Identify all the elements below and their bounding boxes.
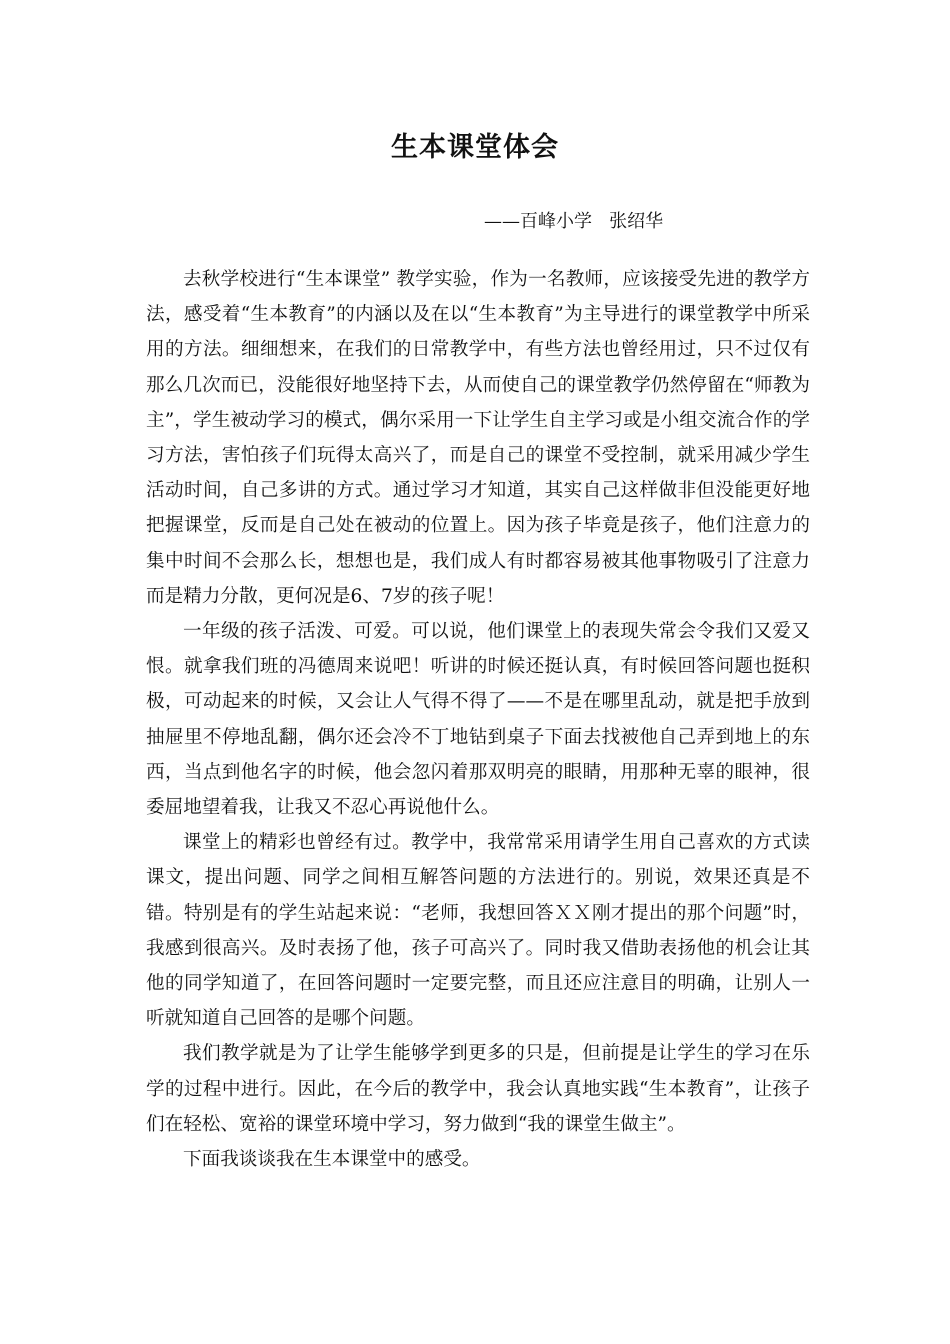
document-body (146, 262, 810, 1177)
paragraph: 下面我谈谈我在生本课堂中的感受。 (183, 1149, 481, 1171)
paragraph: 我们教学就是为了让学生能够学到更多的只是，但前提是让学生的学习在乐学的过程中进行。因此，在今后的教学中，我会认真地实践“生本教育”，让孩子们在轻松、宽裕的课堂环境中学习，努力做到“我的课堂生做主”。 (146, 1043, 810, 1135)
paragraph: 课堂上的精彩也曾经有过。教学中，我常常采用请学生用自己喜欢的方式读课文，提出问题、同学之间相互解答问题的方法进行的。别说，效果还真是不错。特别是有的学生站起来说：“老师，我想回答ＸＸ刚才提出的那个问题”时，我感到很高兴。及时表扬了他，孩子可高兴了。同时我又借助表扬他的机会让其他的同学知道了，在回答问题时一定要完整，而且还应注意目的明确，让别人一听就知道自己回答的是哪个问题。 (146, 832, 810, 1030)
author-byline: ——百峰小学 张绍华 (484, 211, 664, 232)
paragraph: 去秋学校进行“生本课堂” 教学实验，作为一名教师，应该接受先进的教学方法，感受着“生本教育”的内涵以及在以“生本教育”为主导进行的课堂教学中所采用的方法。细细想来，在我们的日常教学中，有些方法也曾经用过，只不过仅有那么几次而已，没能很好地坚持下去，从而使自己的课堂教学仍然停留在“师教为主”，学生被动学习的模式，偶尔采用一下让学生自主学习或是小组交流合作的学习方法，害怕孩子们玩得太高兴了，而是自己的课堂不受控制，就采用减少学生活动时间，自己多讲的方式。通过学习才知道，其实自己这样做非但没能更好地把握课堂，反而是自己处在被动的位置上。因为孩子毕竟是孩子，他们注意力的集中时间不会那么长，想想也是，我们成人有时都容易被其他事物吸引了注意力而是精力分散，更何况是6、7岁的孩子呢！ (146, 269, 810, 607)
paragraph: 一年级的孩子活泼、可爱。可以说，他们课堂上的表现失常会令我们又爱又恨。就拿我们班的冯德周来说吧！听讲的时候还挺认真，有时候回答问题也挺积极，可动起来的时候，又会让人气得不得了——不是在哪里乱动，就是把手放到抽屉里不停地乱翻，偶尔还会冷不丁地钻到桌子下面去找被他自己弄到地上的东西，当点到他名字的时候，他会忽闪着那双明亮的眼睛，用那种无辜的眼神，很委屈地望着我，让我又不忍心再说他什么。 (146, 621, 810, 819)
document-title: 生本课堂体会 (391, 132, 559, 163)
